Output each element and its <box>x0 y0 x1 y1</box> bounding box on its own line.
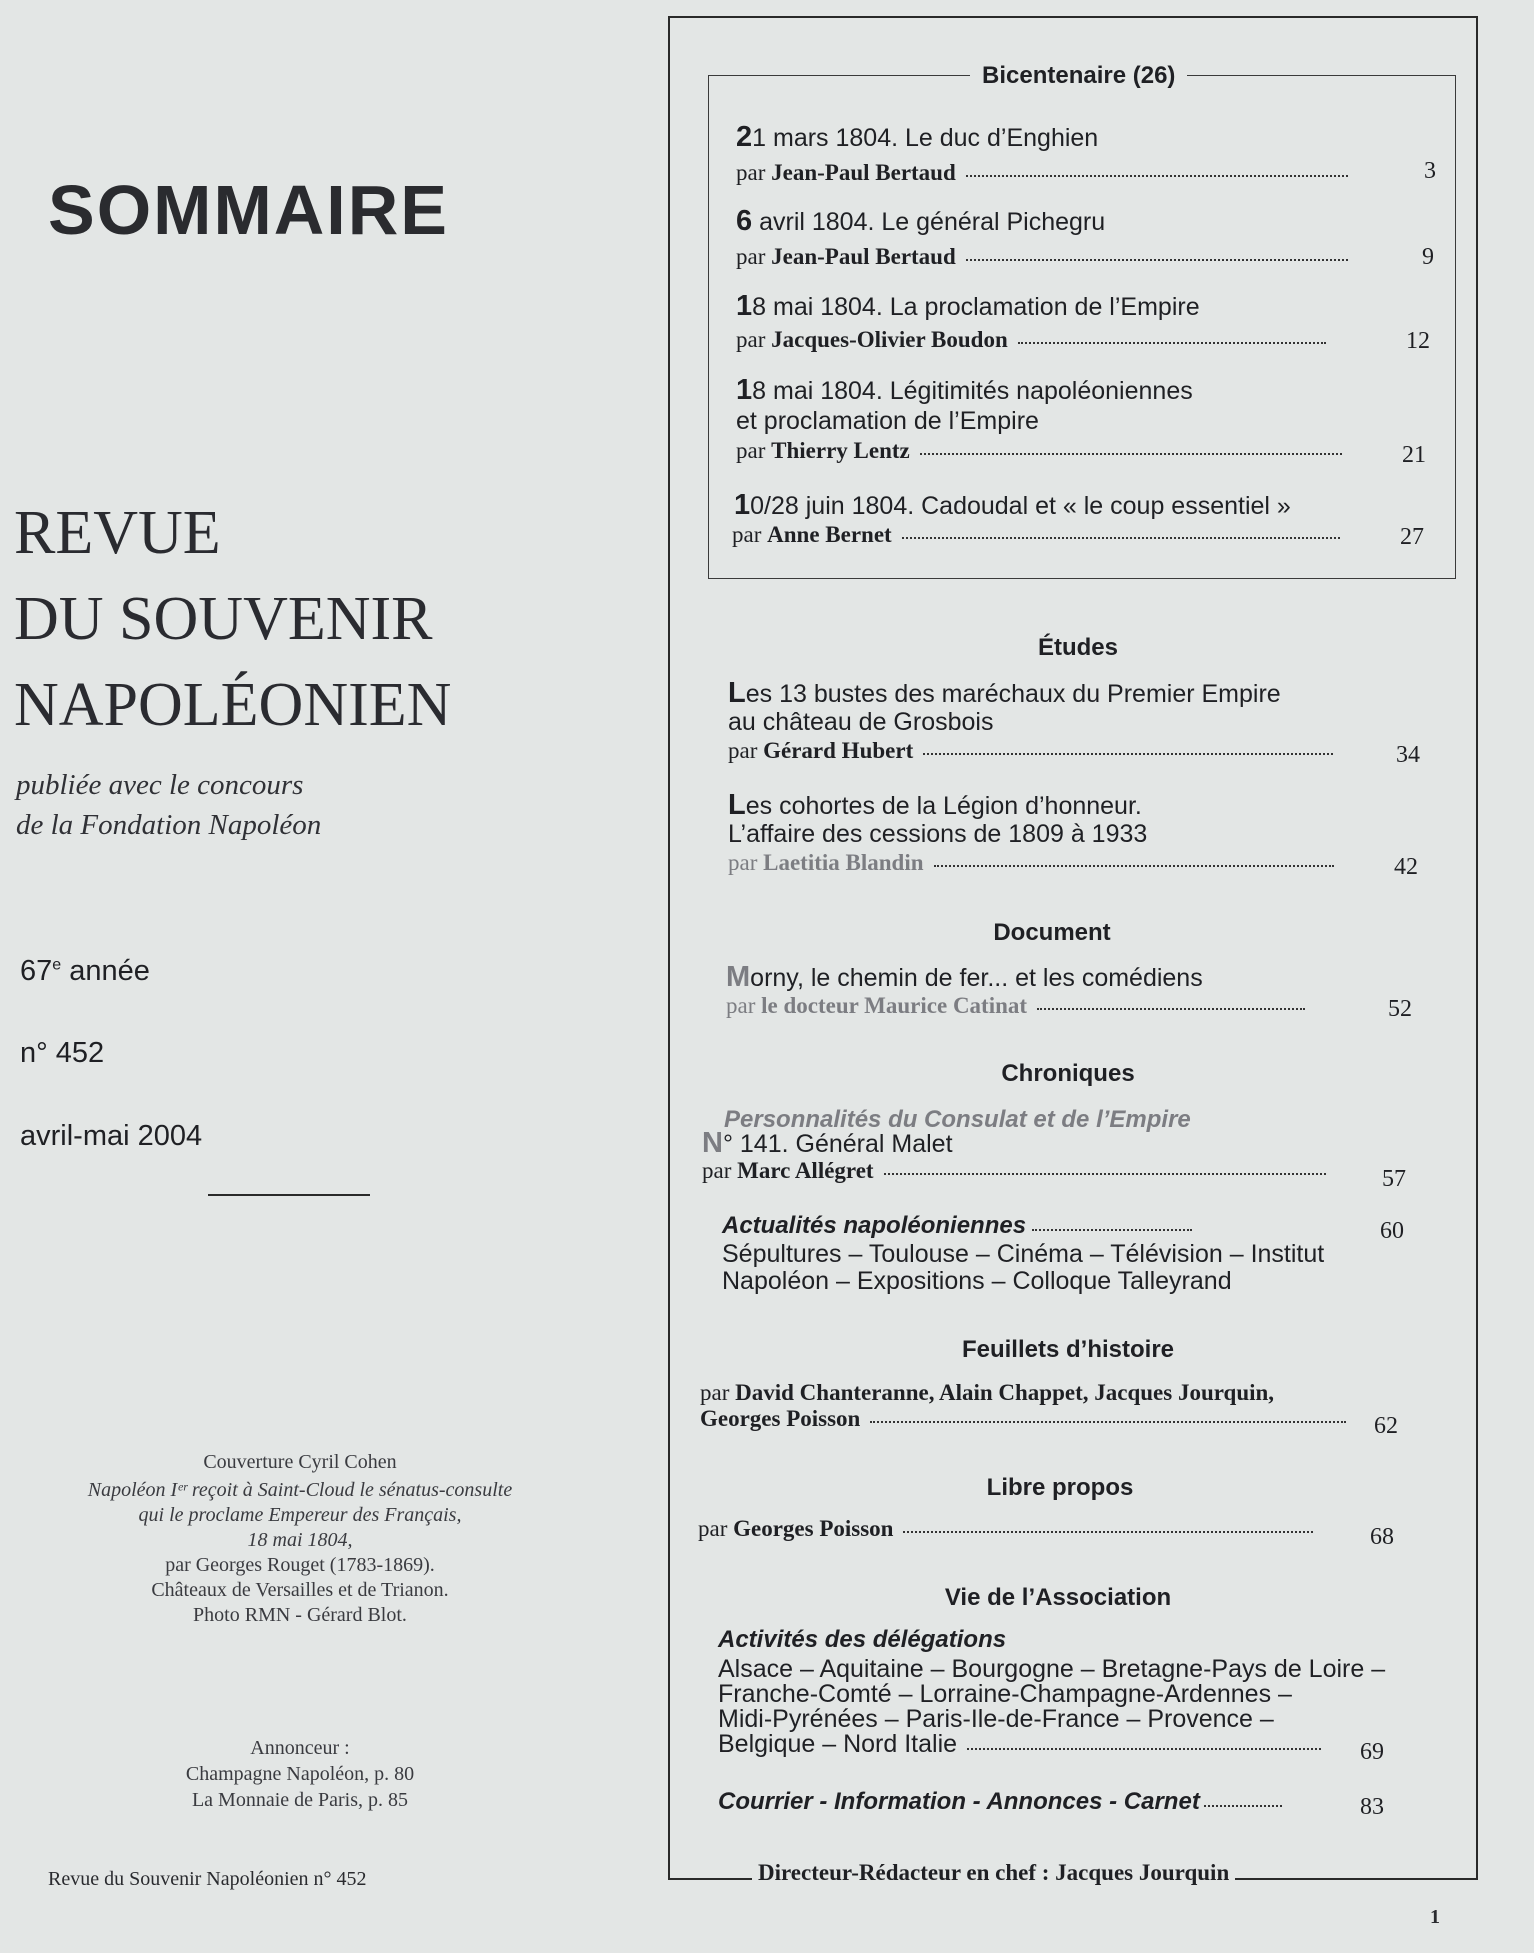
toc-entry-author <box>736 244 1348 270</box>
toc-page-number: 42 <box>1394 854 1418 880</box>
divider-rule <box>208 1194 370 1196</box>
par-label: par <box>732 522 768 547</box>
toc-page-number: 34 <box>1396 742 1420 768</box>
toc-entry-author <box>698 1516 1313 1542</box>
toc-page-number: 52 <box>1388 996 1412 1022</box>
author-name: Georges Poisson <box>733 1516 894 1541</box>
cover-caption-line: qui le proclame Empereur des Français, <box>138 1504 462 1526</box>
toc-entry-title-line-2: et proclamation de l’Empire <box>736 407 1039 435</box>
footer-journal-name: Revue du Souvenir Napoléonien n° 452 <box>48 1868 367 1890</box>
dot-leader <box>920 451 1342 455</box>
toc-page-number: 12 <box>1406 328 1430 354</box>
author-name: Marc Allégret <box>737 1158 874 1183</box>
activites-line: Alsace – Aquitaine – Bourgogne – Bretagne-Pays de Loire – <box>718 1655 1386 1683</box>
director-line: Directeur-Rédacteur en chef : Jacques Jourquin <box>752 1860 1235 1886</box>
par-label: par <box>736 438 772 463</box>
dot-leader <box>870 1419 1346 1423</box>
dot-leader <box>903 1529 1313 1533</box>
issue-date: avril-mai 2004 <box>20 1120 203 1152</box>
toc-page-number: 9 <box>1422 244 1434 270</box>
par-label: par <box>700 1380 736 1405</box>
revue-title <box>14 490 451 748</box>
annonceur-line: Annonceur : <box>250 1737 350 1759</box>
author-name: Jean-Paul Bertaud <box>771 160 956 185</box>
drop-initial: 1 <box>736 290 753 322</box>
dot-leader <box>1032 1227 1192 1231</box>
drop-initial: L <box>728 677 746 709</box>
toc-entry-title <box>736 290 1200 322</box>
toc-entry-title-line-2: au château de Grosbois <box>728 708 994 736</box>
toc-title-text: 0/28 juin 1804. Cadoudal et « le coup essentiel » <box>750 492 1291 520</box>
dot-leader <box>1204 1803 1282 1807</box>
toc-page-number: 68 <box>1370 1524 1394 1550</box>
publisher-note <box>16 765 321 845</box>
author-name: le docteur Maurice Catinat <box>761 993 1028 1018</box>
toc-entry-title <box>736 374 1193 406</box>
revue-title-line-1: REVUE <box>14 499 221 567</box>
toc-entry-title <box>728 789 1142 821</box>
annee-sup: e <box>52 956 62 974</box>
dot-leader <box>967 1746 1321 1750</box>
activites-line: Midi-Pyrénées – Paris-Ile-de-France – Provence – <box>718 1705 1274 1733</box>
toc-entry-title <box>728 677 1281 709</box>
annee-label <box>20 955 150 988</box>
author-name: Thierry Lentz <box>771 438 910 463</box>
toc-entry-author <box>702 1158 1326 1184</box>
cover-credit: Couverture Cyril Cohen <box>203 1451 397 1473</box>
annonceur-block <box>110 1735 490 1813</box>
sommaire-heading: SOMMAIRE <box>48 171 449 249</box>
actualites-line: Napoléon – Expositions – Colloque Talleyrand <box>722 1267 1232 1295</box>
bicentenaire-title: Bicentenaire (26) <box>970 62 1187 90</box>
section-title-vie-association: Vie de l’Association <box>944 1584 1172 1611</box>
toc-page-number: 21 <box>1402 442 1426 468</box>
publisher-note-line-1: publiée avec le concours <box>16 769 304 801</box>
toc-entry-author <box>728 850 1334 876</box>
activites-line: Franche-Comté – Lorraine-Champagne-Ardennes – <box>718 1680 1292 1708</box>
drop-initial: L <box>728 789 746 821</box>
toc-title-text: ° 141. Général Malet <box>722 1130 953 1158</box>
toc-entry-author <box>728 738 1333 764</box>
issue-number: n° 452 <box>20 1037 105 1069</box>
dot-leader <box>1018 340 1326 344</box>
par-label: par <box>698 1516 734 1541</box>
author-name: Anne Bernet <box>767 522 892 547</box>
toc-entry-title-line-2: L’affaire des cessions de 1809 à 1933 <box>728 820 1148 848</box>
toc-entry-title <box>736 205 1106 237</box>
revue-title-line-3: NAPOLÉONIEN <box>14 671 452 739</box>
toc-entry-author <box>726 993 1305 1019</box>
author-name: Georges Poisson <box>700 1406 861 1431</box>
toc-title-text: es cohortes de la Légion d’honneur. <box>745 792 1142 820</box>
feuillets-authors-line-2 <box>700 1406 1346 1432</box>
feuillets-authors-line-1 <box>700 1380 1274 1406</box>
toc-page-number: 69 <box>1360 1739 1384 1765</box>
toc-entry-author <box>736 438 1342 464</box>
toc-entry-title <box>726 961 1203 993</box>
cover-caption-line: par Georges Rouget (1783-1869). <box>165 1554 435 1576</box>
par-label: par <box>702 1158 738 1183</box>
section-title-document: Document <box>993 919 1111 946</box>
dot-leader <box>902 535 1340 539</box>
toc-page-number: 60 <box>1380 1218 1404 1244</box>
page-number: 1 <box>1430 1906 1440 1928</box>
author-name: Laetitia Blandin <box>763 850 924 875</box>
section-title-etudes: Études <box>1037 634 1118 661</box>
rubric-title: Personnalités du Consulat et de l’Empire <box>724 1106 1191 1133</box>
activites-line: Belgique – Nord Italie <box>718 1730 958 1758</box>
activites-last-line <box>718 1731 1321 1758</box>
cover-caption-line: Photo RMN - Gérard Blot. <box>193 1604 407 1626</box>
author-name: Jean-Paul Bertaud <box>771 244 956 269</box>
section-title-chroniques: Chroniques <box>1001 1060 1135 1087</box>
courrier-entry <box>718 1788 1282 1816</box>
dot-leader <box>966 257 1348 261</box>
author-names: David Chanteranne, Alain Chappet, Jacques Jourquin, <box>735 1380 1275 1405</box>
section-title-libre-propos: Libre propos <box>986 1474 1134 1501</box>
toc-title-text: orny, le chemin de fer... et les comédiens <box>750 964 1203 992</box>
toc-title-text: avril 1804. Le général Pichegru <box>752 208 1106 236</box>
toc-title-text: 8 mai 1804. Légitimités napoléoniennes <box>752 377 1193 405</box>
dot-leader <box>1037 1006 1305 1010</box>
par-label: par <box>736 160 772 185</box>
cover-caption-line: 18 mai 1804, <box>247 1529 353 1551</box>
dot-leader <box>966 173 1348 177</box>
dot-leader <box>923 751 1333 755</box>
par-label: par <box>736 244 772 269</box>
actualites-title: Actualités napoléoniennes <box>722 1212 1027 1239</box>
actualites-line: Sépultures – Toulouse – Cinéma – Télévision – Institut <box>722 1240 1325 1268</box>
courrier-title: Courrier - Information - Annonces - Carnet <box>718 1788 1200 1815</box>
par-label: par <box>728 850 764 875</box>
drop-initial: 2 <box>736 121 753 153</box>
annonceur-line: Champagne Napoléon, p. 80 <box>185 1763 415 1785</box>
toc-entry-title <box>734 489 1291 521</box>
cover-caption-line: Châteaux de Versailles et de Trianon. <box>151 1579 449 1601</box>
cover-caption <box>40 1450 560 1628</box>
drop-initial: 6 <box>736 205 753 237</box>
dot-leader <box>884 1171 1326 1175</box>
actualites-entry <box>722 1212 1192 1240</box>
drop-initial: 1 <box>734 489 751 521</box>
annee-number: 67 <box>20 955 53 987</box>
toc-page-number: 62 <box>1374 1413 1398 1439</box>
annonceur-line: La Monnaie de Paris, p. 85 <box>191 1789 409 1811</box>
author-name: Jacques-Olivier Boudon <box>771 327 1008 352</box>
toc-page-number: 3 <box>1424 158 1436 184</box>
toc-title-text: 8 mai 1804. La proclamation de l’Empire <box>752 293 1200 321</box>
toc-page-number: 57 <box>1382 1166 1406 1192</box>
toc-page-number: 27 <box>1400 524 1424 550</box>
toc-page-number: 83 <box>1360 1794 1384 1820</box>
drop-initial: N <box>702 1127 723 1159</box>
revue-title-line-2: DU SOUVENIR <box>14 585 433 653</box>
activites-title: Activités des délégations <box>718 1626 1007 1653</box>
par-label: par <box>726 993 762 1018</box>
dot-leader <box>934 863 1334 867</box>
toc-entry-author <box>736 160 1348 186</box>
cover-caption-line: Napoléon Iᵉʳ reçoit à Saint-Cloud le sénatus-consulte <box>87 1479 513 1501</box>
toc-entry-title <box>702 1127 953 1159</box>
publisher-note-line-2: de la Fondation Napoléon <box>16 809 322 841</box>
par-label: par <box>728 738 764 763</box>
toc-entry-author <box>732 522 1340 548</box>
toc-entry-title <box>736 121 1099 153</box>
toc-entry-author <box>736 327 1326 353</box>
annee-text: année <box>61 955 150 987</box>
section-title-feuillets: Feuillets d’histoire <box>961 1336 1175 1363</box>
drop-initial: 1 <box>736 374 753 406</box>
drop-initial: M <box>726 961 751 993</box>
toc-title-text: 1 mars 1804. Le duc d’Enghien <box>752 124 1099 152</box>
par-label: par <box>736 327 772 352</box>
toc-title-text: es 13 bustes des maréchaux du Premier Empire <box>745 680 1281 708</box>
author-name: Gérard Hubert <box>763 738 914 763</box>
